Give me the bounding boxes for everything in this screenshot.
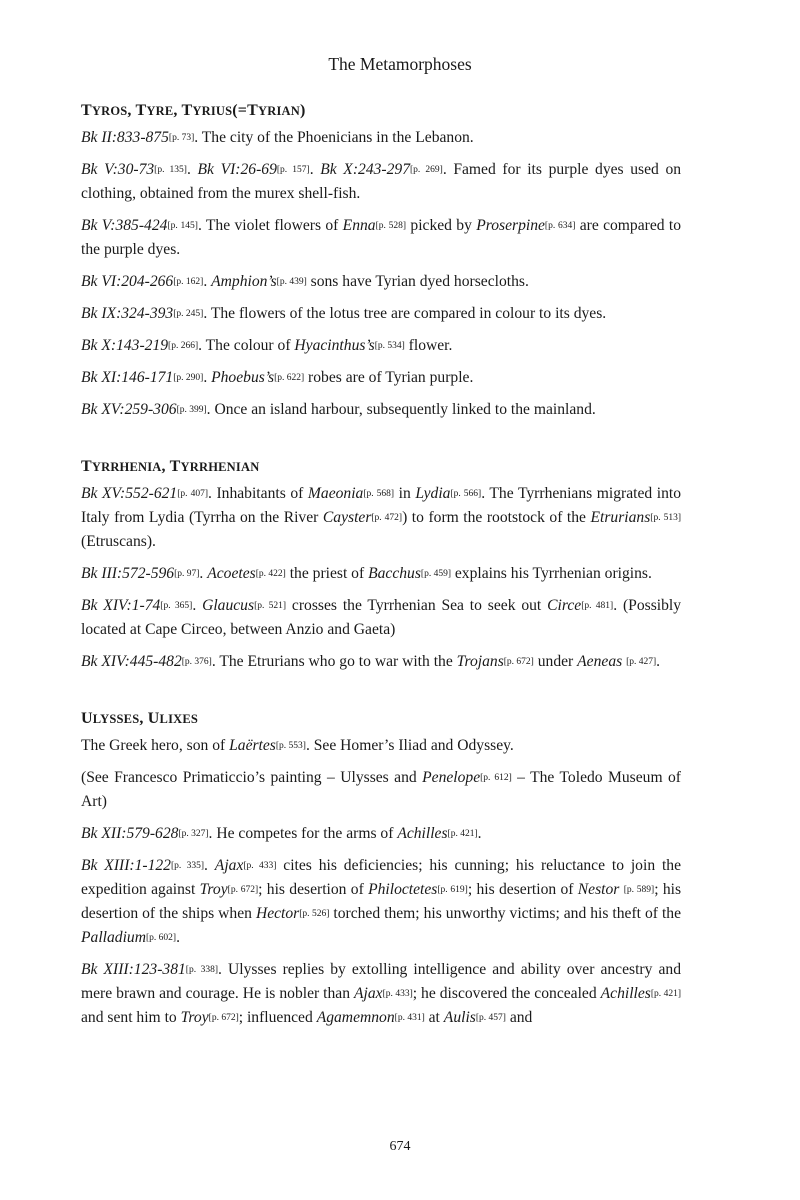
body-text: . The Etrurians who go to war with the	[211, 653, 457, 670]
heading-text: YRE	[146, 104, 174, 118]
entry-paragraph	[81, 562, 681, 586]
body-text: robes are of Tyrian purple.	[304, 369, 474, 386]
cross-reference-term: Nestor	[577, 881, 620, 898]
book-reference: Bk II:833-875	[81, 129, 169, 146]
page-reference: [p. 619]	[437, 885, 468, 895]
page-reference: [p. 365]	[160, 601, 193, 611]
page-reference: [p. 421]	[447, 829, 478, 839]
body-text: cites his deficiencies; his cunning; his reluctance to join the expedition against	[81, 857, 682, 898]
cross-reference-term: Maeonia	[307, 485, 364, 502]
page-reference: [p. 472]	[371, 513, 403, 523]
book-reference: Bk V:385-424	[81, 217, 168, 234]
page-reference: [p. 157]	[276, 165, 310, 175]
heading-text: , T	[173, 102, 193, 119]
body-text: .	[203, 369, 212, 386]
body-text: .	[176, 929, 180, 946]
body-text: . The city of the Phoenicians in the Lebanon.	[194, 129, 474, 146]
heading-text: LIXES	[159, 712, 199, 726]
body-text: .	[309, 161, 321, 178]
page-reference: [p. 338]	[185, 965, 219, 975]
entry-paragraph	[81, 650, 681, 674]
body-text: ) to form the rootstock of the	[402, 509, 591, 526]
body-text: .	[477, 825, 482, 842]
heading-text: YRRHENIA	[91, 460, 162, 474]
page-reference: [p. 97]	[174, 569, 200, 579]
body-text: .	[204, 857, 215, 874]
page-reference: [p. 672]	[227, 885, 259, 895]
body-text: ; influenced	[238, 1009, 317, 1026]
body-text: in	[394, 485, 416, 502]
page-reference: [p. 407]	[177, 489, 208, 499]
page-reference: [p. 672]	[208, 1013, 239, 1023]
body-text: . The Tyrrhenians migrated into Italy from Lydia (Tyrrha on the River	[81, 485, 682, 526]
heading-text: U	[81, 710, 93, 727]
glossary-entry	[81, 708, 681, 1030]
entry-paragraph	[81, 482, 681, 554]
body-text: (Etruscans).	[81, 533, 156, 550]
cross-reference-term: Bacchus	[368, 565, 421, 582]
heading-text: )	[299, 102, 306, 119]
body-text: .	[186, 161, 198, 178]
page-reference: [p. 589]	[623, 885, 655, 895]
entry-paragraph	[81, 126, 681, 150]
page-reference: [p. 622]	[274, 373, 305, 383]
entry-paragraph	[81, 334, 681, 358]
page-reference: [p. 459]	[420, 569, 451, 579]
heading-text: , U	[139, 710, 160, 727]
cross-reference-term: Troy	[180, 1009, 209, 1026]
book-reference: Bk XIII:1-122	[81, 857, 171, 874]
book-reference: Bk XII:579-628	[81, 825, 179, 842]
page-reference: [p. 672]	[503, 657, 534, 667]
entry-paragraph	[81, 214, 681, 262]
page-reference: [p. 266]	[168, 341, 199, 351]
body-text: picked by	[406, 217, 477, 234]
page-reference: [p. 290]	[173, 373, 204, 383]
book-reference: Bk X:243-297	[320, 161, 410, 178]
body-text: the priest of	[285, 565, 369, 582]
body-text: and	[505, 1009, 533, 1026]
page-reference: [p. 612]	[480, 773, 512, 783]
entry-paragraph	[81, 158, 681, 206]
body-text: ; his desertion of	[467, 881, 578, 898]
page-reference: [p. 457]	[475, 1013, 506, 1023]
body-text: sons have Tyrian dyed horsecloths.	[306, 273, 529, 290]
page-reference: [p. 399]	[176, 405, 207, 415]
glossary-entry	[81, 100, 681, 422]
page-reference: [p. 439]	[276, 277, 307, 287]
body-text: . The violet flowers of	[197, 217, 343, 234]
entry-paragraph	[81, 766, 681, 814]
cross-reference-term: Troy	[199, 881, 228, 898]
book-reference: Bk VI:26-69	[197, 161, 277, 178]
page-reference: [p. 433]	[243, 861, 277, 871]
cross-reference-term: Ajax	[354, 985, 383, 1002]
entry-paragraph	[81, 822, 681, 846]
cross-reference-term: Etrurians	[590, 509, 651, 526]
body-text: and sent him to	[81, 1009, 181, 1026]
body-text: torched them; his unworthy victims; and his theft of the	[329, 905, 681, 922]
book-reference: Bk V:30-73	[81, 161, 155, 178]
page-reference: [p. 162]	[173, 277, 204, 287]
body-text: under	[533, 653, 578, 670]
heading-text: T	[81, 102, 92, 119]
cross-reference-term: Acoetes	[207, 565, 256, 582]
cross-reference-term: Phoebus’s	[211, 369, 275, 386]
book-reference: Bk XIV:445-482	[81, 653, 182, 670]
heading-text: T	[81, 458, 92, 475]
heading-text: YROS	[91, 104, 128, 118]
cross-reference-term: Aulis	[443, 1009, 476, 1026]
entry-heading	[81, 100, 681, 122]
entry-heading	[81, 456, 681, 478]
cross-reference-term: Hyacinthus’s	[294, 337, 375, 354]
running-head: The Metamorphoses	[328, 54, 472, 74]
page-reference: [p. 422]	[255, 569, 286, 579]
cross-reference-term: Lydia	[415, 485, 451, 502]
heading-text: YRIUS	[192, 104, 233, 118]
entry-paragraph	[81, 270, 681, 294]
body-text: . See Homer’s Iliad and Odyssey.	[305, 737, 514, 754]
page-reference: [p. 526]	[299, 909, 330, 919]
body-text: The Greek hero, son of	[81, 737, 230, 754]
cross-reference-term: Palladium	[81, 929, 146, 946]
entry-paragraph	[81, 734, 681, 758]
body-text: at	[424, 1009, 444, 1026]
page-reference: [p. 327]	[178, 829, 209, 839]
body-text: . Once an island harbour, subsequently linked to the mainland.	[206, 401, 596, 418]
body-text: – The Toledo Museum of Art)	[81, 769, 681, 810]
body-text: .	[656, 653, 661, 670]
entry-heading	[81, 708, 681, 730]
body-text: ; his desertion of	[258, 881, 369, 898]
entry-paragraph	[81, 302, 681, 326]
body-text: flower.	[404, 337, 453, 354]
page-reference: [p. 553]	[275, 741, 306, 751]
cross-reference-term: Aeneas	[577, 653, 623, 670]
body-text: . He competes for the arms of	[208, 825, 398, 842]
page-reference: [p. 269]	[410, 165, 443, 175]
body-text: ; he discovered the concealed	[412, 985, 601, 1002]
page-number: 674	[389, 1139, 411, 1154]
body-text: . Ulysses replies by extolling intelligence and ability over ancestry and mere brawn and courage. He is nobler than	[81, 961, 681, 1002]
page-reference: [p. 528]	[375, 221, 407, 231]
page-reference: [p. 335]	[170, 861, 205, 871]
entry-paragraph	[81, 594, 681, 642]
body-text: explains his Tyrrhenian origins.	[450, 565, 652, 582]
book-reference: Bk XI:146-171	[81, 369, 174, 386]
book-reference: Bk VI:204-266	[81, 273, 174, 290]
body-text: crosses the Tyrrhenian Sea to seek out	[286, 597, 548, 614]
book-reference: Bk XV:552-621	[81, 485, 178, 502]
page-reference: [p. 568]	[363, 489, 395, 499]
cross-reference-term: Laërtes	[229, 737, 276, 754]
page-reference: [p. 135]	[154, 165, 187, 175]
cross-reference-term: Proserpine	[476, 217, 545, 234]
page-reference: [p. 431]	[394, 1013, 425, 1023]
entry-paragraph	[81, 958, 681, 1030]
heading-text: (=T	[232, 102, 258, 119]
book-reference: Bk XV:259-306	[81, 401, 177, 418]
cross-reference-term: Ajax	[214, 857, 244, 874]
body-text: . Famed for its purple dyes used on clothing, obtained from the murex shell-fish.	[81, 161, 682, 202]
page-reference: [p. 421]	[650, 989, 682, 999]
entry-paragraph	[81, 398, 681, 422]
cross-reference-term: Philoctetes	[368, 881, 438, 898]
page-body	[81, 100, 681, 1038]
glossary-entry	[81, 456, 681, 674]
book-reference: Bk XIV:1-74	[81, 597, 161, 614]
heading-text: , T	[161, 458, 181, 475]
cross-reference-term: Penelope	[422, 769, 481, 786]
book-reference: Bk III:572-596	[81, 565, 175, 582]
heading-text: LYSSES	[92, 712, 140, 726]
cross-reference-term: Cayster	[322, 509, 372, 526]
cross-reference-term: Hector	[255, 905, 300, 922]
page-reference: [p. 145]	[167, 221, 198, 231]
book-reference: Bk X:143-219	[81, 337, 169, 354]
cross-reference-term: Trojans	[456, 653, 504, 670]
body-text: are compared to the purple dyes.	[81, 217, 682, 258]
page-reference: [p. 427]	[626, 657, 657, 667]
page-reference: [p. 513]	[650, 513, 681, 523]
entry-paragraph	[81, 854, 681, 950]
heading-text: , T	[127, 102, 147, 119]
body-text: . The flowers of the lotus tree are compared in colour to its dyes.	[203, 305, 607, 322]
body-text: . (Possibly located at Cape Circeo, between Anzio and Gaeta)	[81, 597, 682, 638]
page-reference: [p. 245]	[173, 309, 204, 319]
body-text: .	[192, 597, 203, 614]
heading-text: YRRHENIAN	[180, 460, 260, 474]
body-text: .	[203, 273, 212, 290]
page-reference: [p. 481]	[581, 601, 614, 611]
page-reference: [p. 634]	[544, 221, 576, 231]
page-reference: [p. 534]	[374, 341, 405, 351]
cross-reference-term: Amphion’s	[211, 273, 277, 290]
cross-reference-term: Agamemnon	[316, 1009, 395, 1026]
page-reference: [p. 521]	[254, 601, 287, 611]
entry-paragraph	[81, 366, 681, 390]
body-text: . The colour of	[198, 337, 295, 354]
body-text: . Inhabitants of	[208, 485, 308, 502]
heading-text: YRIAN	[258, 104, 300, 118]
cross-reference-term: Glaucus	[202, 597, 255, 614]
page-reference: [p. 376]	[181, 657, 212, 667]
book-reference: Bk XIII:123-381	[81, 961, 186, 978]
cross-reference-term: Achilles	[600, 985, 651, 1002]
page-reference: [p. 433]	[382, 989, 413, 999]
cross-reference-term: Circe	[547, 597, 582, 614]
page-reference: [p. 73]	[168, 133, 195, 143]
cross-reference-term: Enna	[342, 217, 376, 234]
book-reference: Bk IX:324-393	[81, 305, 174, 322]
body-text: (See Francesco Primaticcio’s painting – Ulysses and	[81, 769, 423, 786]
body-text: ; his desertion of the ships when	[81, 881, 682, 922]
cross-reference-term: Achilles	[397, 825, 448, 842]
page-reference: [p. 602]	[145, 933, 177, 943]
page-reference: [p. 566]	[450, 489, 482, 499]
body-text: .	[199, 565, 208, 582]
